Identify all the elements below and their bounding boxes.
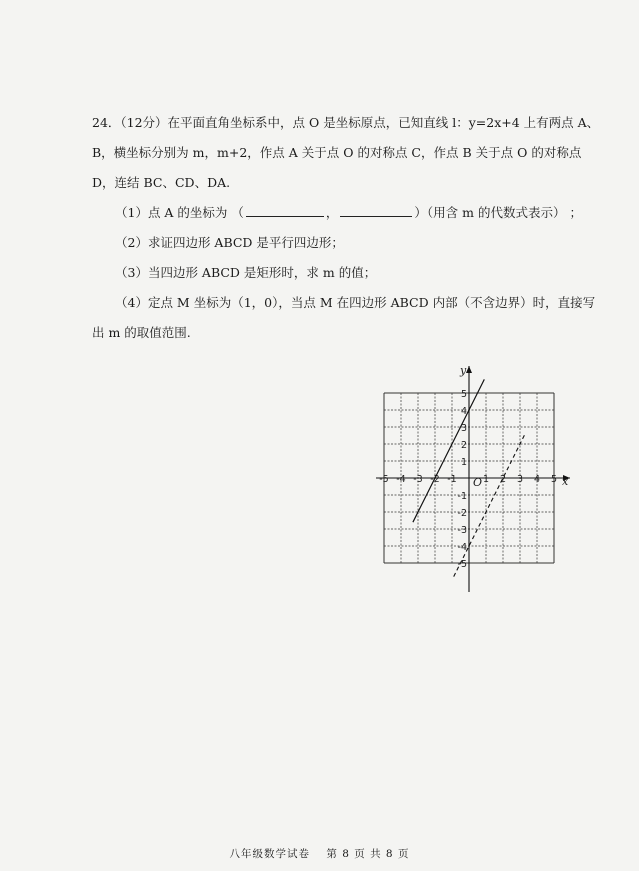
y-tick-label: -2 [457, 508, 467, 519]
line-l [413, 379, 484, 522]
y-tick-label: -5 [457, 559, 467, 570]
x-tick-label: 4 [533, 474, 541, 485]
problem-line-3: D，连结 BC、CD、DA. [92, 175, 231, 190]
tick-labels [379, 389, 557, 570]
question-4-line-2: 出 m 的取值范围. [92, 325, 191, 340]
answer-blank-y[interactable] [340, 204, 412, 217]
x-tick-label: -3 [413, 474, 423, 485]
y-tick-label: 2 [460, 440, 467, 451]
answer-blank-x[interactable] [246, 204, 324, 217]
x-tick-label: -1 [447, 474, 457, 485]
question-1-prefix: （1）点 A 的坐标为 （ [115, 205, 244, 220]
question-2: （2）求证四边形 ABCD 是平行四边形； [115, 235, 344, 250]
x-tick-label: -4 [396, 474, 406, 485]
coordinate-grid-figure [372, 360, 576, 596]
problem-24 [92, 108, 600, 348]
x-axis-label: x [562, 475, 569, 488]
y-tick-label: -1 [457, 491, 467, 502]
question-4-line-1: （4）定点 M 坐标为（1，0），当点 M 在四边形 ABCD 内部（不含边界）时，直接写 [115, 295, 596, 310]
page-footer [0, 846, 639, 861]
y-tick-label: -4 [457, 542, 467, 553]
x-tick-label: 5 [550, 474, 558, 485]
problem-line-1: 24．（12分）在平面直角坐标系中，点 O 是坐标原点，已知直线 l：y=2x+4 上有两点 A、 [92, 115, 600, 130]
y-tick-label: 3 [460, 423, 467, 434]
x-tick-label: -2 [430, 474, 440, 485]
origin-label: O [473, 476, 483, 489]
y-tick-label: 1 [460, 457, 467, 468]
x-tick-label: 2 [499, 474, 507, 485]
x-tick-label: 3 [516, 474, 524, 485]
question-1 [92, 198, 592, 228]
y-tick-label: 5 [460, 389, 467, 400]
x-tick-label: 1 [482, 474, 490, 485]
y-tick-label: -3 [457, 525, 467, 536]
dashed-line [454, 434, 525, 577]
question-1-separator: ， [325, 205, 339, 220]
question-3: （3）当四边形 ABCD 是矩形时，求 m 的值； [115, 265, 377, 280]
footer-page-number: 第 8 页 共 8 页 [326, 848, 410, 860]
y-axis-arrow [466, 366, 472, 373]
y-tick-label: 4 [460, 406, 467, 417]
problem-line-2: B，横坐标分别为 m，m+2，作点 A 关于点 O 的对称点 C，作点 B 关于点 O 的对称点 [92, 145, 582, 160]
footer-exam-title: 八年级数学试卷 [229, 848, 311, 860]
question-1-suffix: ）（用含 m 的代数式表示） ； [414, 205, 582, 220]
x-tick-label: -5 [379, 474, 389, 485]
y-axis-label: y [460, 364, 467, 377]
